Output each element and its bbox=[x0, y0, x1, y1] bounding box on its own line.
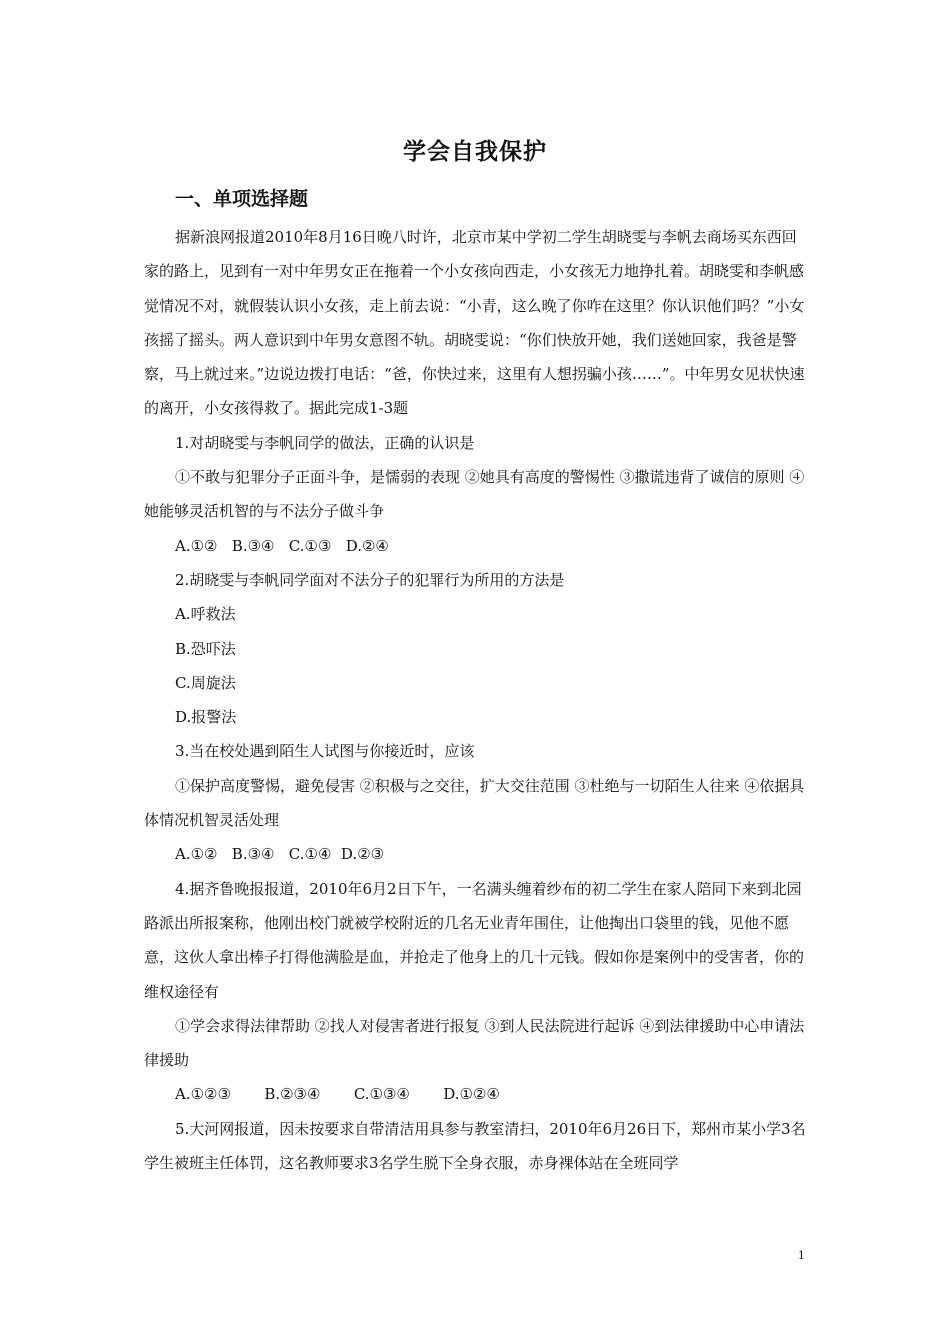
question-2: 2.胡晓雯与李帆同学面对不法分子的犯罪行为所用的方法是 bbox=[175, 570, 565, 589]
question-5: 5.大河网报道，因未按要求自带清洁用具参与教室清扫，2010年6月26日下，郑州市某小学3名学生被班主任体罚，这名教师要求3名学生脱下全身衣服，赤身裸体站在全班同学 bbox=[144, 1119, 806, 1173]
question-4-statements: ①学会求得法律帮助 ②找人对侵害者进行报复 ③到人民法院进行起诉 ④到法律援助中心申请法律援助 bbox=[144, 1016, 805, 1070]
question-2-option-c: C.周旋法 bbox=[175, 673, 236, 692]
question-3-statements: ①保护高度警惕，避免侵害 ②积极与之交往，扩大交往范围 ③杜绝与一切陌生人往来 ④依据具体情况机智灵活处理 bbox=[144, 776, 805, 830]
question-4-options: A.①②③ B.②③④ C.①③④ D.①②④ bbox=[175, 1085, 500, 1104]
question-2-option-b: B.恐吓法 bbox=[175, 639, 236, 658]
question-4: 4.据齐鲁晚报报道，2010年6月2日下午，一名满头缠着纱布的初二学生在家人陪同下来到北园路派出所报案称，他刚出校门就被学校附近的几名无业青年围住，让他掏出口袋里的钱，见他不愿意，这伙人拿出棒子打得他满脸是血，并抢走了他身上的几十元钱。假如你是案例中的受害者，你的维权途径有 bbox=[144, 879, 805, 1001]
question-1-statements: ①不敢与犯罪分子正面斗争，是懦弱的表现 ②她具有高度的警惕性 ③撒谎违背了诚信的原则 ④她能够灵活机智的与不法分子做斗争 bbox=[144, 468, 805, 521]
question-2-option-d: D.报警法 bbox=[175, 708, 237, 727]
question-3: 3.当在校处遇到陌生人试图与你接近时，应该 bbox=[175, 742, 475, 761]
page-number: 1 bbox=[798, 1247, 805, 1262]
question-3-options: A.①② B.③④ C.①④ D.②③ bbox=[175, 845, 385, 864]
section-heading: 一、单项选择题 bbox=[175, 188, 309, 210]
document-body bbox=[144, 220, 808, 1180]
document-title: 学会自我保护 bbox=[403, 139, 547, 165]
question-1: 1.对胡晓雯与李帆同学的做法，正确的认识是 bbox=[175, 433, 475, 452]
question-2-option-a: A.呼救法 bbox=[175, 605, 236, 624]
question-1-options: A.①② B.③④ C.①③ D.②④ bbox=[175, 536, 389, 555]
news-paragraph: 据新浪网报道2010年8月16日晚八时许，北京市某中学初二学生胡晓雯与李帆去商场买东西回家的路上，见到有一对中年男女正在拖着一个小女孩向西走，小女孩无力地挣扎着。胡晓雯和李帆感觉情况不对，就假装认识小女孩，走上前去说：“小青，这么晚了你咋在这里？你认识他们吗？”小女孩摇了摇头。两人意识到中年男女意图不轨。胡晓雯说：“你们快放开她，我们送她回家，我爸是警察，马上就过来。”边说边拨打电话：“爸，你快过来，这里有人想拐骗小孩……”。中年男女见状快速的离开，小女孩得救了。据此完成1-3题 bbox=[144, 228, 805, 418]
